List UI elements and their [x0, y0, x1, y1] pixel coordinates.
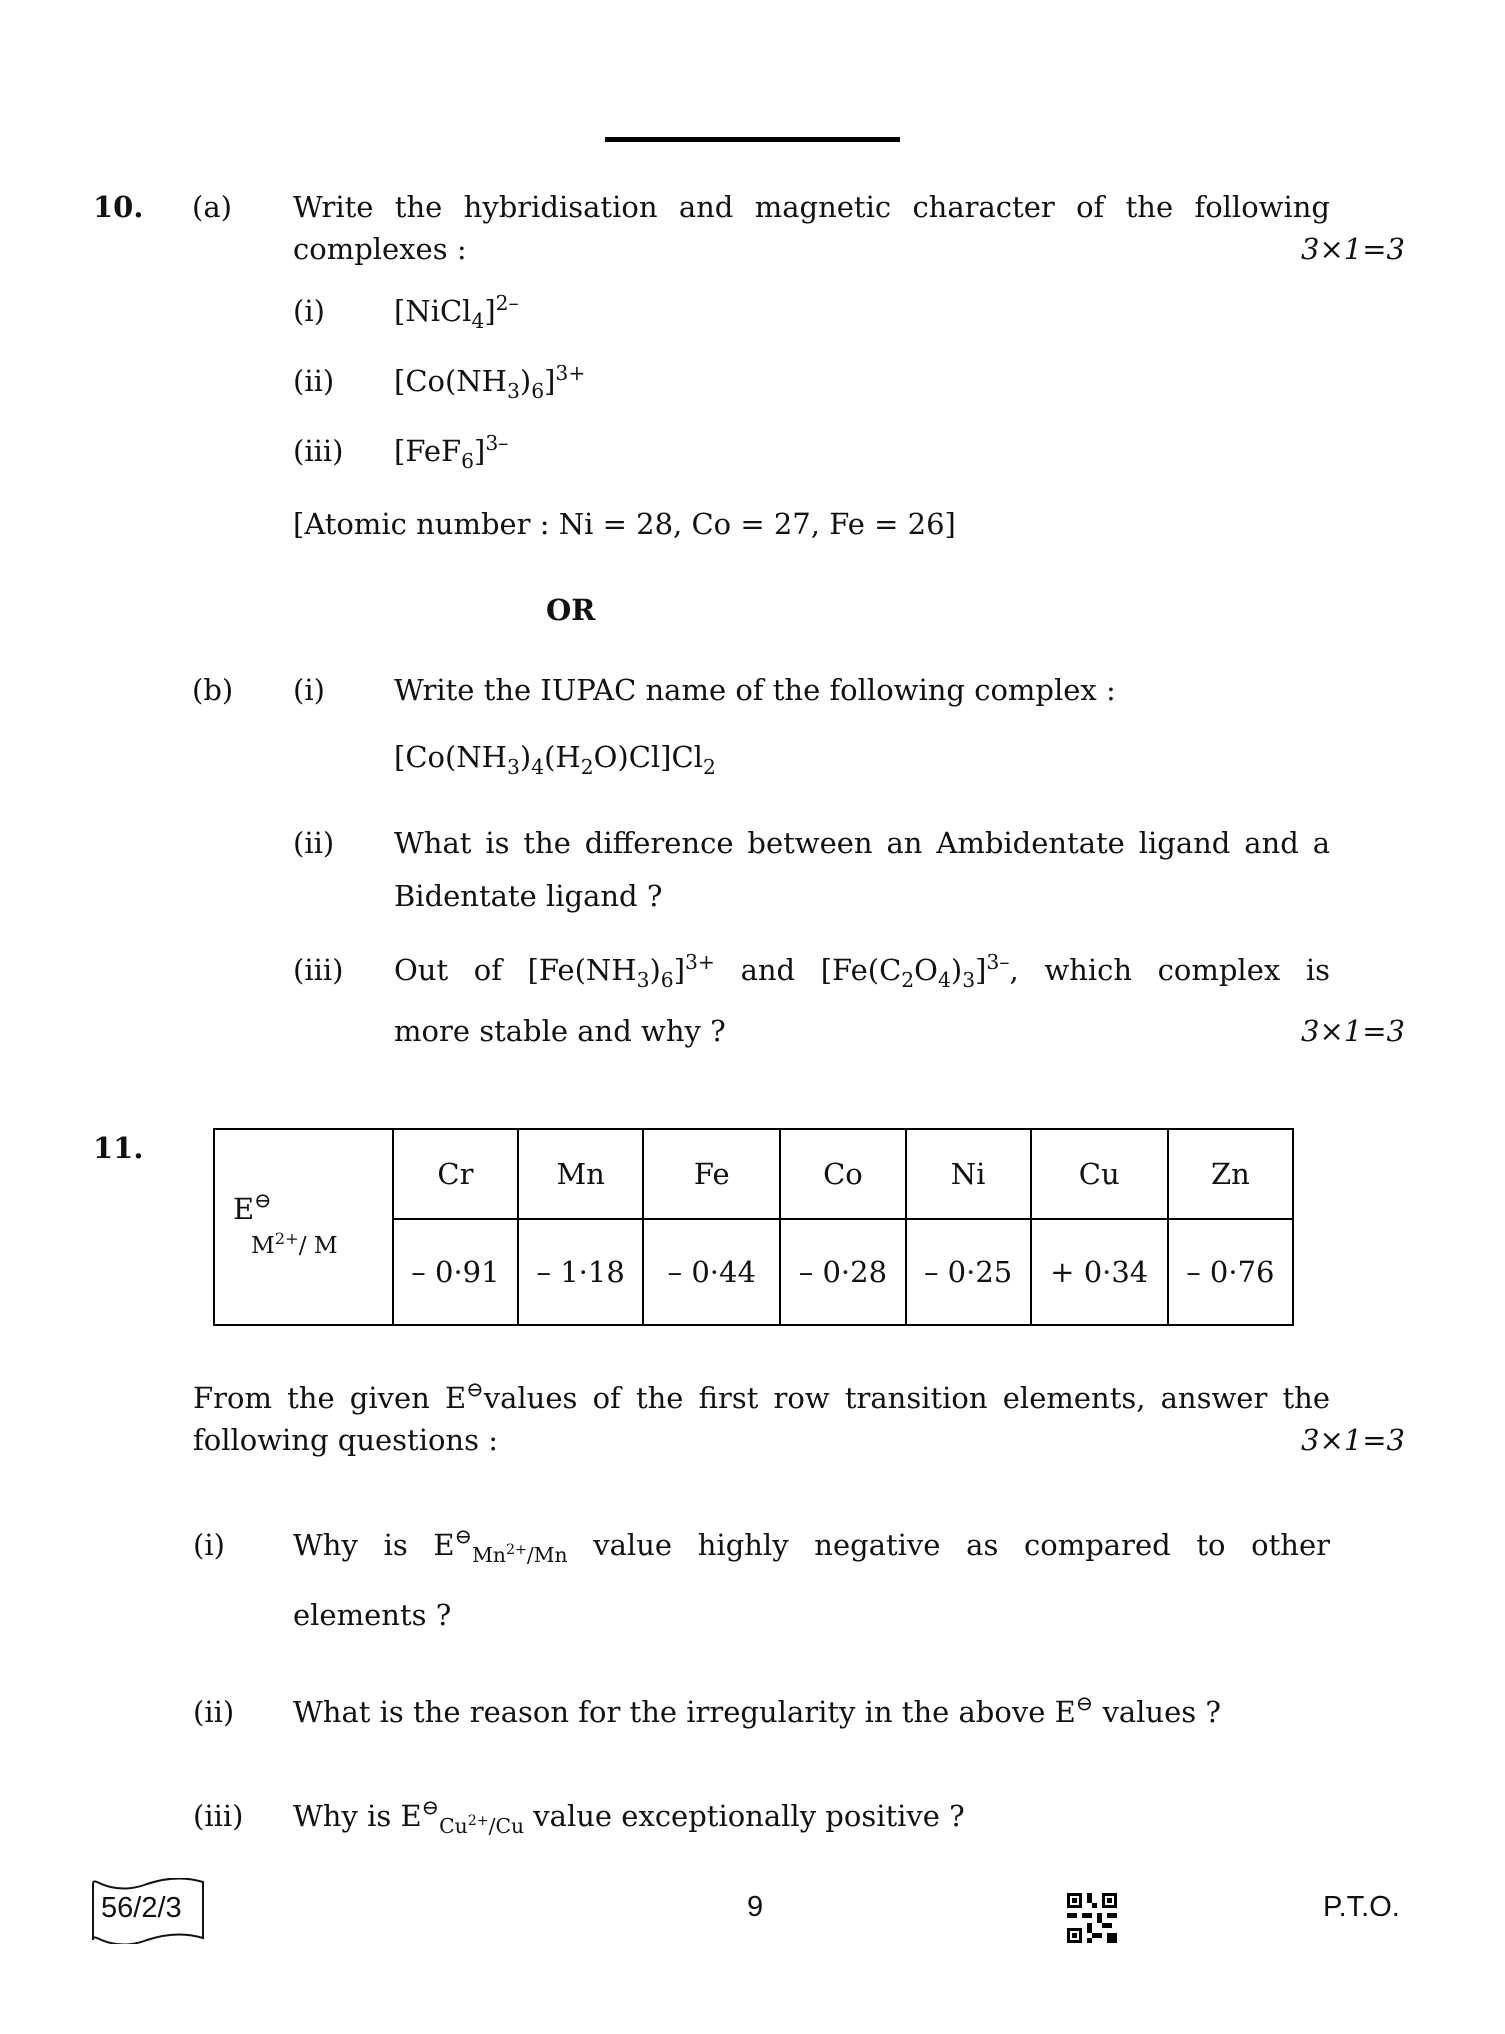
q11-intro-line1: From the given E⊖values of the first row transition elements, answer the	[193, 1377, 1330, 1415]
q10b-item-ii-line1: What is the difference between an Ambidentate ligand and a	[394, 826, 1330, 860]
q10b-marks: 3×1=3	[1301, 1014, 1405, 1048]
q11-item-i-line1: Why is $E^⊖_{Mn^{2+}/Mn}$ value highly negative as compared to other	[293, 1524, 1331, 1568]
table-cell: – 0·44	[643, 1219, 780, 1325]
q11-item-iii-line1: Why is $E^⊖_{Cu^{2+}/Cu}$ value exceptionally positive ?	[293, 1795, 965, 1839]
q10-part-a-label: (a)	[192, 190, 232, 224]
q10a-item-iii-formula: $[FeF_6]^{3-}$	[394, 430, 509, 474]
q11-item-i-label: (i)	[193, 1528, 225, 1562]
q10a-item-ii-label: (ii)	[293, 364, 335, 398]
please-turn-over: P.T.O.	[1323, 1891, 1400, 1923]
table-header-cell: Fe	[643, 1129, 780, 1219]
q10b-item-i-label: (i)	[293, 673, 325, 707]
q11-item-ii-label: (ii)	[193, 1695, 235, 1729]
q10b-item-iii-label: (iii)	[293, 953, 344, 987]
q10a-item-i-formula: [NiCl$_4$]$^{2-}$	[394, 290, 519, 334]
q10a-prompt-line2: complexes :	[293, 232, 467, 266]
q10b-item-i-text: Write the IUPAC name of the following complex :	[394, 673, 1116, 707]
qr-code-icon	[1067, 1893, 1117, 1943]
paper-code: 56/2/3	[101, 1892, 182, 1924]
q11-marks: 3×1=3	[1301, 1423, 1405, 1457]
q10a-marks: 3×1=3	[1301, 232, 1405, 266]
table-header-cell: Zn	[1168, 1129, 1293, 1219]
q10b-item-ii-label: (ii)	[293, 826, 335, 860]
q10a-item-iii-label: (iii)	[293, 434, 344, 468]
q10b-item-i-formula: $[Co(NH_3)_4(H_2O)Cl]Cl_2$	[394, 740, 716, 780]
table-cell: – 0·76	[1168, 1219, 1293, 1325]
table-header-cell: Co	[780, 1129, 905, 1219]
table-header-cell: Mn	[518, 1129, 643, 1219]
paper-code-badge	[91, 1878, 205, 1944]
table-cell: – 1·18	[518, 1219, 643, 1325]
table-header-cell: Cu	[1031, 1129, 1168, 1219]
q11-item-iii-label: (iii)	[193, 1799, 244, 1833]
table-header-cell: Ni	[906, 1129, 1031, 1219]
q11-item-ii-line1: What is the reason for the irregularity in the above E⊖ values ?	[293, 1691, 1221, 1729]
electrode-potential-table	[213, 1128, 1294, 1326]
q10a-item-i-label: (i)	[293, 294, 325, 328]
question-number-11: 11.	[93, 1131, 144, 1165]
table-cell: – 0·28	[780, 1219, 905, 1325]
q10-part-b-label: (b)	[192, 673, 234, 707]
q11-item-i-line2: elements ?	[293, 1598, 452, 1632]
q10b-item-iii-line1: Out of $[Fe(NH_3)_6]^{3+}$ and $[Fe(C_2O_4)_3]^{3-}$, which complex is	[394, 949, 1331, 993]
q10a-item-ii-formula: $[Co(NH_3)_6]^{3+}$	[394, 360, 586, 404]
q10b-item-iii-line2: more stable and why ?	[394, 1014, 726, 1048]
table-cell: – 0·25	[906, 1219, 1031, 1325]
q10a-prompt-line1: Write the hybridisation and magnetic character of the following	[293, 190, 1330, 224]
table-row-header: E⊖ $M^{2+}/$ M	[214, 1129, 393, 1325]
table-cell: – 0·91	[393, 1219, 518, 1325]
table-cell: + 0·34	[1031, 1219, 1168, 1325]
question-number-10: 10.	[93, 190, 144, 224]
section-divider-rule	[605, 137, 900, 142]
q10b-item-ii-line2: Bidentate ligand ?	[394, 879, 663, 913]
or-separator: OR	[546, 593, 596, 627]
q10a-atomic-number-note: [Atomic number : Ni = 28, Co = 27, Fe = 26]	[293, 507, 956, 541]
page-number: 9	[747, 1891, 764, 1923]
q11-intro-line2: following questions :	[193, 1423, 498, 1457]
table-header-cell: Cr	[393, 1129, 518, 1219]
